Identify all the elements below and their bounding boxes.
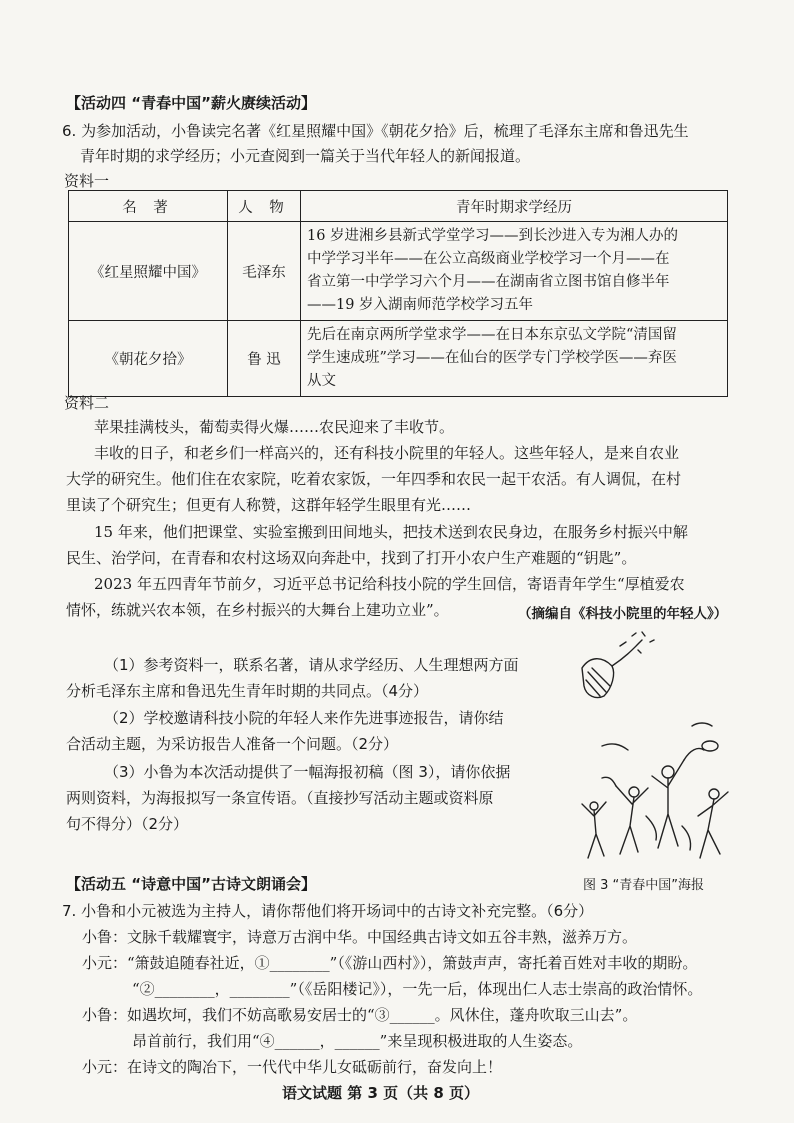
material2-line: 15 年来，他们把课堂、实验室搬到田间地头，把技术送到农民身边，在服务乡村振兴中解: [94, 523, 688, 541]
dialogue-line: 小元：“箫鼓追随春社近，①________”（《游山西村》），箫鼓声声，寄托着百姓对丰收的期盼。: [82, 954, 698, 972]
activity5-heading: 【活动五 “诗意中国”古诗文朗诵会】: [66, 875, 316, 893]
material2-source: （摘编自《科技小院里的年轻人》）: [518, 606, 728, 622]
q7-prompt: 7. 小鲁和小元被选为主持人，请你帮他们将开场词中的古诗文补充完整。（6分）: [62, 902, 594, 920]
dialogue-line: “②________，________”（《岳阳楼记》），一先一后，体现出仁人志士崇高的政治情怀。: [132, 980, 703, 998]
q6-line2: 青年时期的求学经历；小元查阅到一篇关于当代年轻人的新闻报道。: [80, 147, 531, 165]
history-cell: [301, 222, 728, 321]
material2-line: 民生、治学问，在青春和农村这场双向奔赴中，找到了打开小农户生产难题的“钥匙”。: [66, 549, 637, 567]
q6-part1-line1: （1）参考资料一，联系名著，请从求学经历、人生理想两方面: [104, 656, 519, 674]
history-line: 16 岁进湘乡县新式学堂学习——到长沙进入专为湘人办的: [307, 228, 679, 244]
material2-line: 2023 年五四青年节前夕，习近平总书记给科技小院的学生回信，寄语青年学生“厚植爱农: [94, 575, 685, 593]
history-line: ——19 岁入湖南师范学校学习五年: [307, 297, 534, 313]
figure-caption: 图 3 “青春中国”海报: [583, 878, 705, 893]
material2-line: 丰收的日子，和老乡们一样高兴的，还有科技小院里的年轻人。这些年轻人，是来自农业: [94, 444, 680, 462]
table-row: [69, 321, 728, 397]
material2-line: 大学的研究生。他们住在农家院，吃着农家饭，一年四季和农民一起干农活。有人调侃，在村: [66, 470, 682, 488]
material2-label: 资料二: [64, 394, 110, 412]
material2-line: 里读了个研究生；但更有人称赞，这群年轻学生眼里有光……: [66, 496, 472, 514]
dialogue-line: 昂首前行，我们用“④______，______”来呈现积极进取的人生姿态。: [132, 1032, 583, 1050]
history-line: 中学学习半年——在公立高级商业学校学习一个月——在: [307, 251, 670, 267]
q6-line1: 6. 为参加活动，小鲁读完名著《红星照耀中国》《朝花夕拾》后，梳理了毛泽东主席和鲁迅先生: [62, 122, 689, 140]
history-line: 从文: [307, 373, 336, 389]
q6-part3-line1: （3）小鲁为本次活动提供了一幅海报初稿（图 3），请你依据: [104, 763, 511, 781]
material2-line: 苹果挂满枝头，葡萄卖得火爆……农民迎来了丰收节。: [94, 418, 455, 436]
youth-poster-sketch: [572, 626, 742, 874]
history-line: 学生速成班”学习——在仙台的医学专门学校学医——弃医: [307, 350, 677, 366]
dialogue-line: 小鲁：文脉千载耀寰宇，诗意万古润中华。中国经典古诗文如五谷丰熟，滋养万方。: [82, 928, 638, 946]
q6-part3-line3: 句不得分）（2分）: [66, 815, 189, 833]
book-cell: 《红星照耀中国》: [69, 222, 228, 321]
history-line: 先后在南京两所学堂求学——在日本东京弘文学院“清国留: [307, 327, 677, 343]
q6-part2-line2: 合活动主题，为采访报告人准备一个问题。（2分）: [66, 735, 399, 753]
table-row: [69, 222, 728, 321]
q6-part1-line2: 分析毛泽东主席和鲁迅先生青年时期的共同点。（4分）: [66, 682, 429, 700]
header-book: 名 著: [69, 191, 228, 222]
material2-line: 情怀，练就兴农本领，在乡村振兴的大舞台上建功立业”。: [66, 601, 449, 619]
history-cell: [301, 321, 728, 397]
material1-label: 资料一: [64, 172, 110, 190]
header-person: 人 物: [228, 191, 301, 222]
person-cell: 鲁 迅: [228, 321, 301, 397]
dialogue-line: 小元：在诗文的陶冶下，一代代中华儿女砥砺前行，奋发向上！: [82, 1058, 503, 1076]
book-cell: 《朝花夕拾》: [69, 321, 228, 397]
activity4-heading: 【活动四 “青春中国”薪火赓续活动】: [66, 94, 316, 112]
study-history-table: [68, 190, 728, 397]
q6-part2-line1: （2）学校邀请科技小院的年轻人来作先进事迹报告，请你结: [104, 709, 504, 727]
q6-part3-line2: 两则资料，为海报拟写一条宣传语。（直接抄写活动主题或资料原: [66, 789, 494, 807]
table-header-row: [69, 191, 728, 222]
header-history: 青年时期求学经历: [301, 191, 728, 222]
history-line: 省立第一中学学习六个月——在湖南省立图书馆自修半年: [307, 274, 670, 290]
page-footer: 语文试题 第 3 页（共 8 页）: [282, 1084, 479, 1102]
dialogue-line: 小鲁：如遇坎坷，我们不妨高歌易安居士的“③______。风休住，蓬舟吹取三山去”。: [82, 1006, 638, 1024]
person-cell: 毛泽东: [228, 222, 301, 321]
